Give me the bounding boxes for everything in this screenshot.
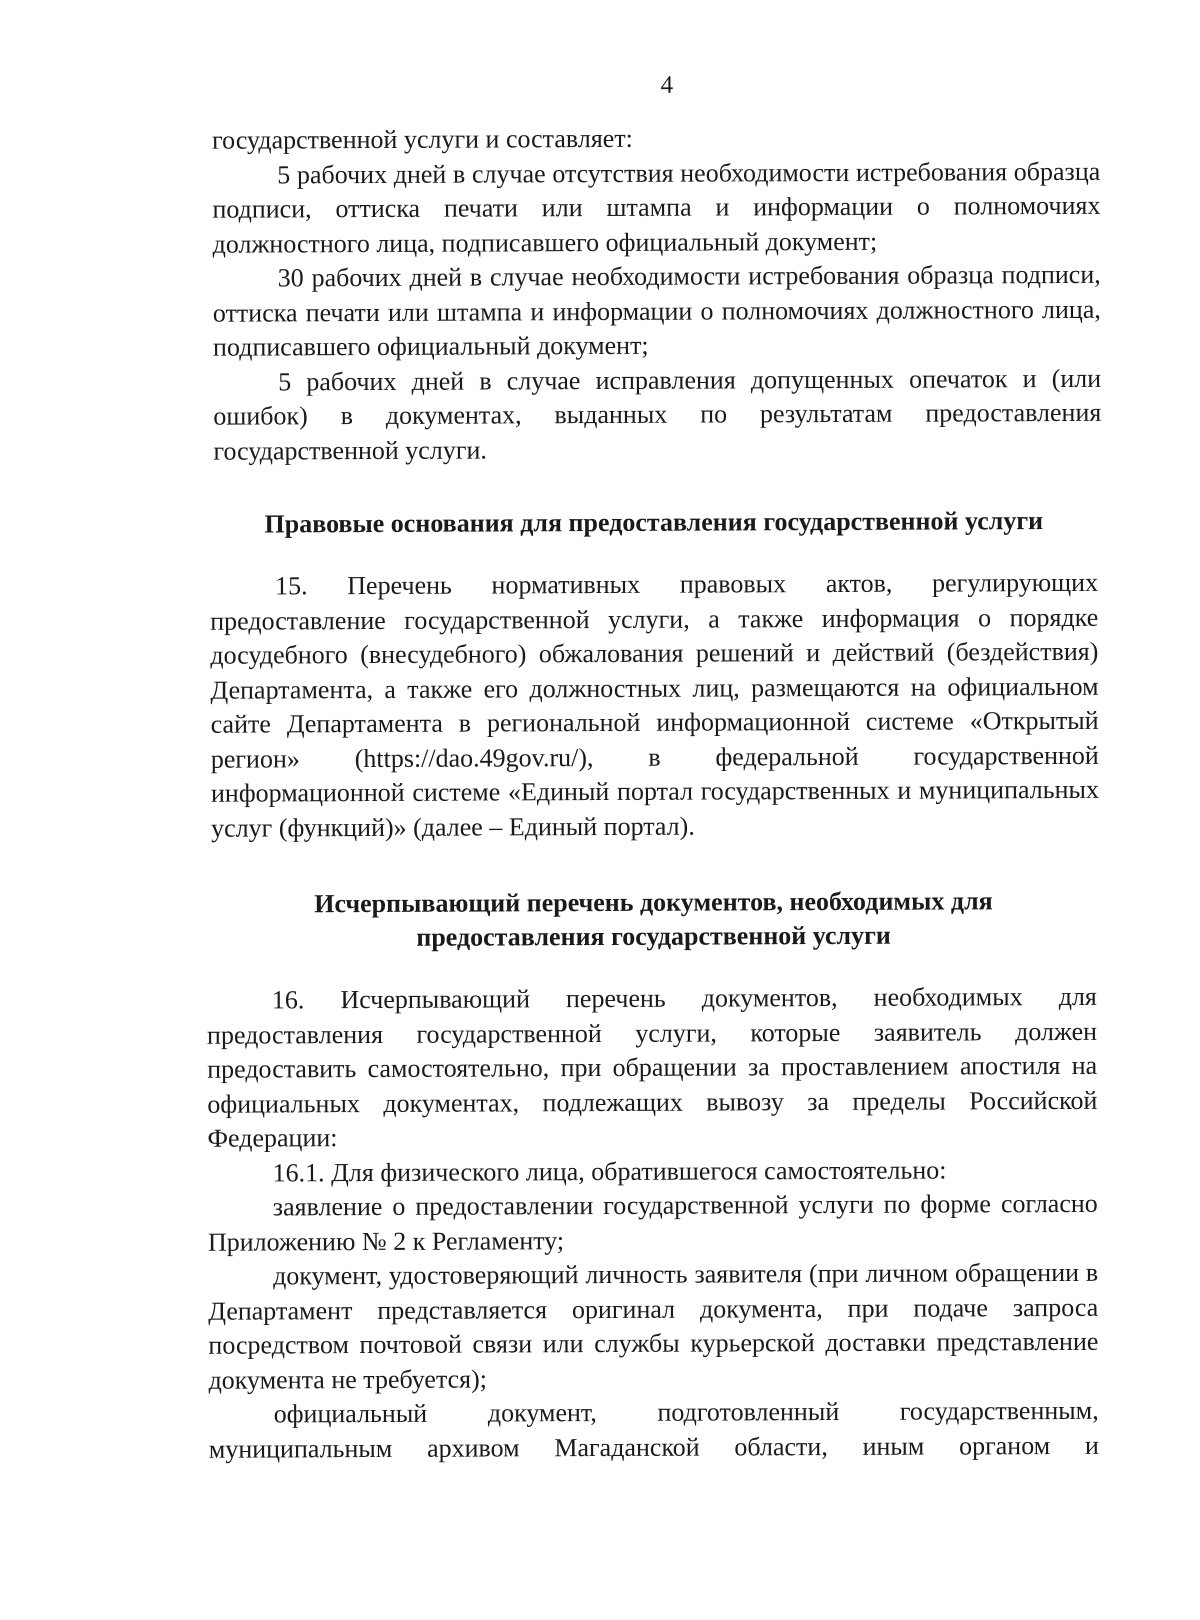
section-heading-legal-basis: Правовые основания для предоставления государственной услуги	[264, 506, 1044, 539]
section-heading-documents-list	[200, 884, 1106, 956]
documents-block	[207, 980, 1099, 1467]
paragraph-service-terms-intro: государственной услуги и составляет:	[212, 123, 633, 155]
paragraph-16-documents-list: 16. Исчерпывающий перечень документов, необходимых для предоставления государственной услуги, которые заявитель должен предоставить самостоятельно, при обращении за проставлением апостиля на официальных документах, подлежащих вывозу за пределы Российской Федерации:	[206, 981, 1098, 1153]
paragraph-5-days-corrections: 5 рабочих дней в случае исправления допущенных опечаток и (или ошибок) в документах, выданных по результатам предоставления государственной услуги.	[213, 363, 1102, 466]
legal-acts-block	[210, 566, 1099, 846]
service-terms-block	[212, 120, 1101, 469]
heading-line-2: предоставления государственной услуги	[416, 920, 891, 952]
page-number: 4	[660, 71, 674, 99]
paragraph-16-1-individual: 16.1. Для физического лица, обратившегося самостоятельно:	[272, 1154, 947, 1187]
heading-line-1: Исчерпывающий перечень документов, необходимых для	[314, 886, 993, 919]
paragraph-identity-document: документ, удостоверяющий личность заявителя (при личном обращении в Департамент представляется оригинал документа, при подаче запроса посредством почтовой связи или службы курьерской доставки представление документа не требуется);	[208, 1257, 1099, 1395]
paragraph-15-legal-acts: 15. Перечень нормативных правовых актов, регулирующих предоставление государственной услуги, а также информация о порядке досудебного (внесудебного) обжалования решений и действий (бездействия) Департамента, а также его должностных лиц, размещаются на официальном сайте Департамента в региональной информационной системе «Открытый регион» (https://dao.49gov.ru/), в федеральной государственной информационной системе «Единый портал государственных и муниципальных услуг (функций)» (далее – Единый портал).	[210, 567, 1100, 843]
paragraph-30-days-request: 30 рабочих дней в случае необходимости истребования образца подписи, оттиска печати или штампа и информации о полномочиях должностного лица, подписавшего официальный документ;	[212, 259, 1101, 362]
paragraph-5-days-no-request: 5 рабочих дней в случае отсутствия необходимости истребования образца подписи, оттиска печати или штампа и информации о полномочиях должностного лица, подписавшего официальный документ;	[212, 156, 1101, 259]
paragraph-official-document: официальный документ, подготовленный государственным, муниципальным архивом Магаданской области, иным органом и	[208, 1395, 1099, 1464]
paragraph-application-form: заявление о предоставлении государственной услуги по форме согласно Приложению № 2 к Регламенту;	[207, 1188, 1098, 1257]
